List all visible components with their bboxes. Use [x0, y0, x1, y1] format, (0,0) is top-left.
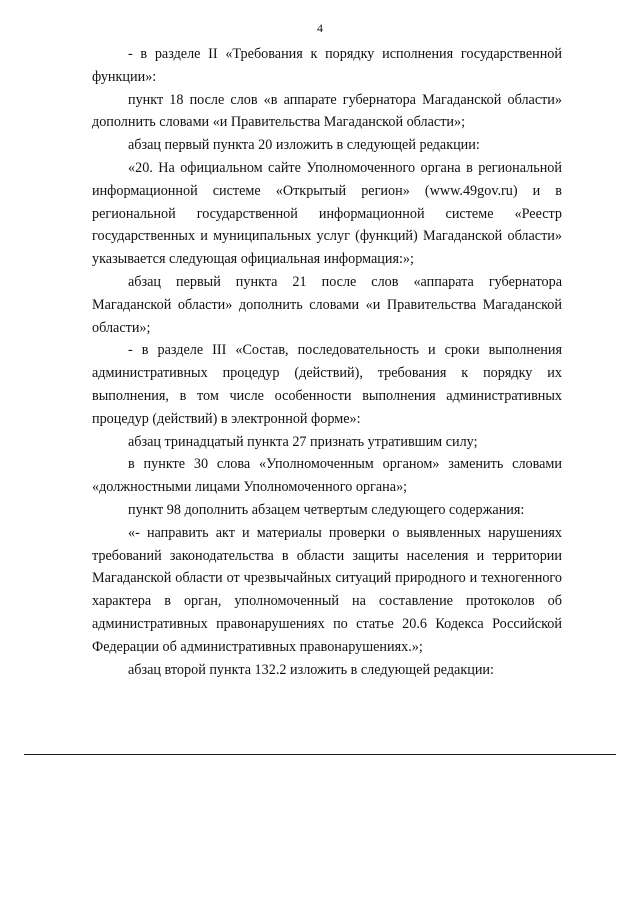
paragraph-item-20-intro: абзац первый пункта 20 изложить в следующей редакции: [128, 137, 480, 154]
document-body [92, 43, 562, 681]
paragraph-item-98-quote: «- направить акт и материалы проверки о выявленных нарушениях требований законодательства в области защиты населения и территории Магаданской области от чрезвычайных ситуаций природного и техногенного характера в орган, уполномоченный на составление протоколов об административных правонарушениях по статье 20.6 Кодекса Российской Федерации об административных правонарушениях.»; [92, 524, 562, 655]
page-number: 4 [317, 21, 323, 35]
paragraph-item-30: в пункте 30 слова «Уполномоченным органом» заменить словами «должностными лицами Уполномоченного органа»; [92, 456, 562, 496]
paragraph-section-2-heading: - в разделе II «Требования к порядку исполнения государственной функции»: [92, 46, 562, 85]
paragraph-item-98-intro: пункт 98 дополнить абзацем четвертым следующего содержания: [128, 501, 525, 518]
paragraph-section-3-heading: - в разделе III «Состав, последовательность и сроки выполнения административных процедур (действий), требования к порядку их выполнения, в том числе особенности выполнения административных процедур (действий) в электронной форме»: [92, 342, 562, 427]
page-bottom-rule [24, 754, 616, 755]
paragraph-item-21: абзац первый пункта 21 после слов «аппарата губернатора Магаданской области» дополнить словами «и Правительства Магаданской области»; [92, 273, 562, 336]
paragraph-item-27: абзац тринадцатый пункта 27 признать утратившим силу; [128, 433, 478, 450]
paragraph-item-20-quote: «20. На официальном сайте Уполномоченного органа в региональной информационной системе «Открытый регион» (www.49gov.ru) и в региональной государственной информационной системе «Реестр государственных и муниципальных услуг (функций) Магаданской области» указывается следующая официальная информация:»; [92, 159, 562, 268]
paragraph-item-132-2: абзац второй пункта 132.2 изложить в следующей редакции: [128, 661, 494, 678]
paragraph-item-18: пункт 18 после слов «в аппарате губернатора Магаданской области» дополнить словами «и Правительства Магаданской области»; [92, 91, 562, 131]
